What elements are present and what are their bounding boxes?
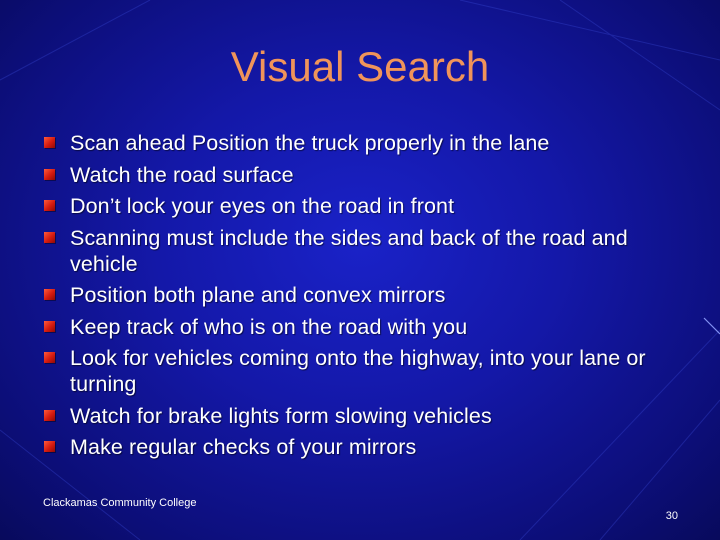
footer-organization: Clackamas Community College bbox=[43, 497, 197, 509]
bullet-item bbox=[44, 314, 664, 340]
bullet-text: Make regular checks of your mirrors bbox=[70, 435, 417, 459]
bullet-text: Look for vehicles coming onto the highway, into your lane or turning bbox=[70, 346, 646, 396]
slide-title: Visual Search bbox=[230, 43, 490, 90]
bullet-item bbox=[44, 434, 664, 460]
bullet-text: Scanning must include the sides and back of the road and vehicle bbox=[70, 225, 628, 276]
bullet-list bbox=[44, 130, 664, 466]
bullet-square-icon bbox=[44, 137, 55, 148]
bullet-square-icon bbox=[44, 410, 55, 421]
bullet-square-icon bbox=[44, 321, 55, 332]
bullet-text: Scan ahead Position the truck properly in the lane bbox=[70, 131, 550, 155]
bullet-text: Watch for brake lights form slowing vehicles bbox=[70, 403, 492, 428]
bullet-text: Keep track of who is on the road with you bbox=[70, 314, 468, 339]
bullet-item bbox=[44, 162, 664, 188]
bullet-square-icon bbox=[44, 169, 55, 180]
bullet-square-icon bbox=[44, 200, 55, 211]
bullet-item bbox=[44, 225, 664, 277]
bullet-square-icon bbox=[44, 289, 55, 300]
bullet-item bbox=[44, 345, 664, 397]
bullet-text: Position both plane and convex mirrors bbox=[70, 283, 446, 307]
page-number: 30 bbox=[665, 510, 678, 522]
bullet-square-icon bbox=[44, 441, 55, 452]
bullet-square-icon bbox=[44, 232, 55, 243]
bullet-item bbox=[44, 282, 664, 308]
bullet-item bbox=[44, 403, 664, 429]
bullet-text: Watch the road surface bbox=[70, 162, 294, 187]
bullet-text: Don’t lock your eyes on the road in front bbox=[70, 194, 455, 218]
bullet-item bbox=[44, 130, 664, 156]
bullet-square-icon bbox=[44, 352, 55, 363]
bullet-item bbox=[44, 193, 664, 219]
